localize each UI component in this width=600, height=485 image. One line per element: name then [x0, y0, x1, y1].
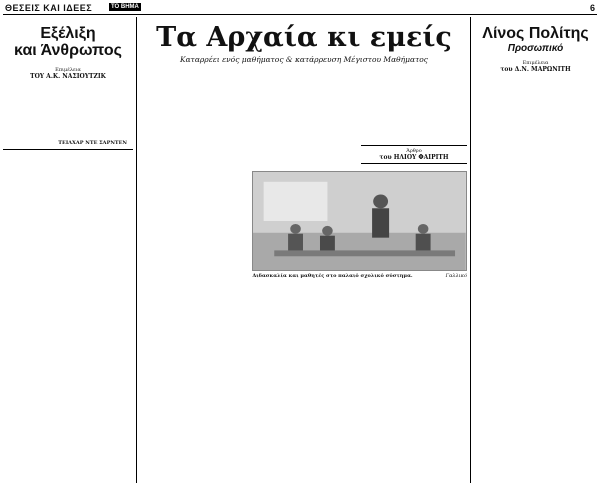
divider	[3, 149, 133, 150]
right-article-subtitle: Προσωπικό	[507, 43, 564, 54]
middle-byline: του ΗΛΙΟΥ ΦΑΙΡΙΤΗ	[379, 154, 449, 161]
middle-byline-label: Άρθρο	[406, 148, 422, 154]
right-article	[474, 17, 597, 483]
newspaper-page	[3, 3, 597, 483]
photo-caption: Διδασκαλία και μαθητές στο παλαιό σχολικό σύστημα. Γαλλικό	[252, 273, 467, 279]
right-article-title: Λίνος Πολίτης	[482, 25, 589, 42]
mid-bottom-col-1	[141, 171, 248, 279]
classroom-photo	[252, 171, 467, 271]
middle-top-columns	[141, 70, 467, 167]
newspaper-logo: ΤΟ ΒΗΜΑ	[111, 4, 139, 10]
left-article	[3, 17, 133, 483]
mid-col-2	[251, 70, 357, 167]
middle-article-subtitle: Καταρρέει ενός μαθήματος & κατάρρευση Μέγιστου Μαθήματος	[180, 55, 428, 64]
left-byline: ΤΟΥ Α.Κ. ΝΑΣΙΟΥΤΖΙΚ	[30, 73, 106, 80]
right-byline-label: Επιμέλεια	[522, 60, 549, 66]
middle-byline-box	[361, 145, 467, 164]
left-byline-label: Επιμέλεια	[55, 67, 81, 73]
mid-col-1	[141, 70, 247, 167]
lede-author: ΤΕΙΛΧΑΡ ΝΤΕ ΣΑΡΝΤΕΝ	[58, 140, 127, 146]
middle-article-title: Τα Αρχαία κι εμείς	[156, 22, 452, 53]
middle-article	[141, 17, 467, 483]
column-rule	[470, 17, 471, 483]
section-title: ΘΕΣΕΙΣ ΚΑΙ ΙΔΕΕΣ	[5, 3, 93, 13]
left-article-title: Εξέλιξη και Άνθρωπος	[14, 25, 122, 59]
mid-col-3	[361, 70, 467, 167]
page-header	[3, 3, 597, 15]
page-number: 6	[589, 3, 595, 13]
photo-credit: Γαλλικό	[445, 273, 467, 279]
mid-photo-area	[252, 171, 467, 279]
column-rule	[136, 17, 137, 483]
middle-bottom	[141, 171, 467, 279]
right-byline: του Δ.Ν. ΜΑΡΩΝΙΤΗ	[500, 66, 571, 73]
